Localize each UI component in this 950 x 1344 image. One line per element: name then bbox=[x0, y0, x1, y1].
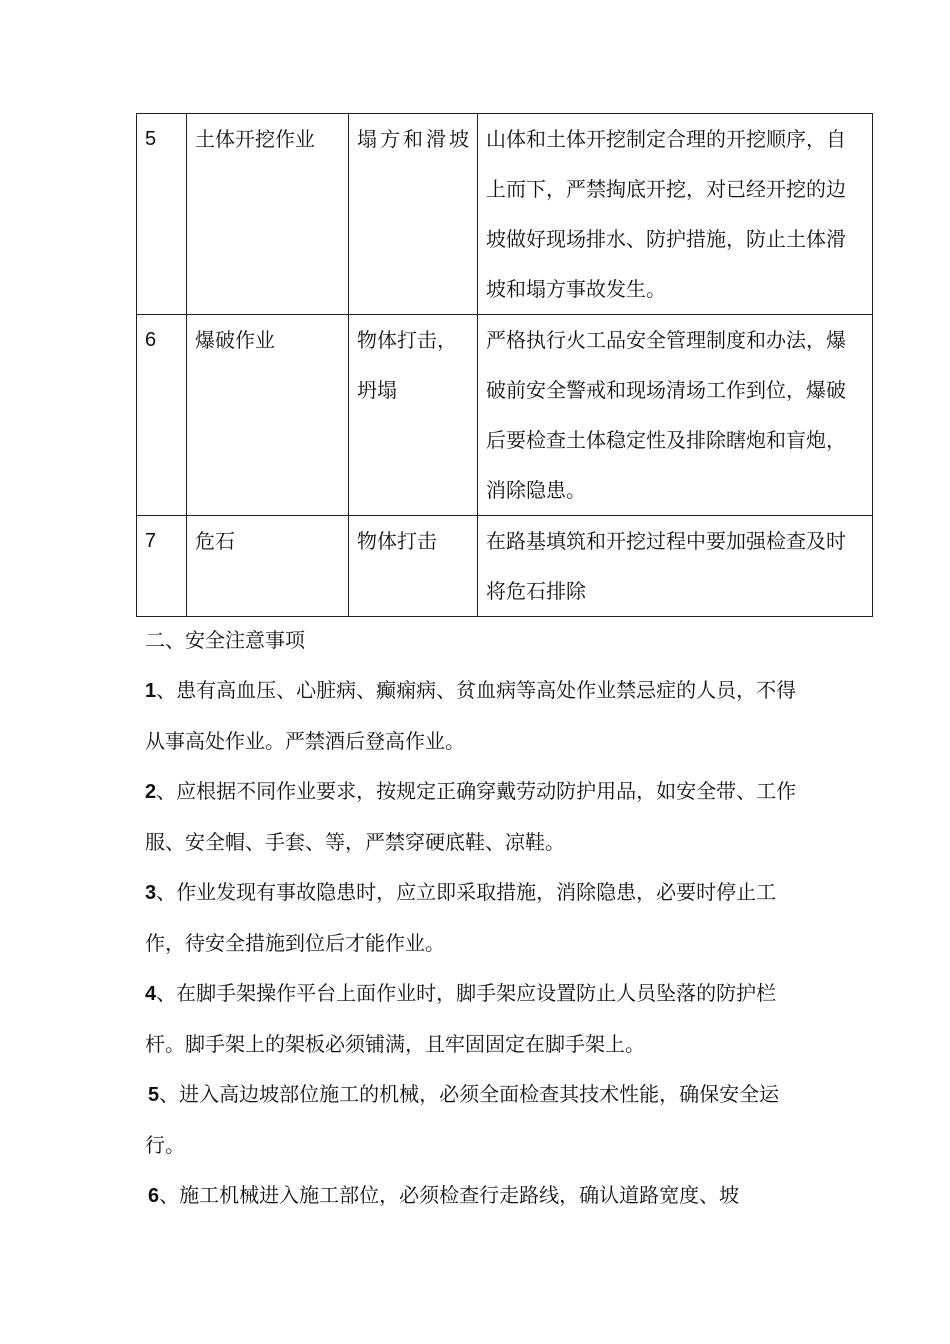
item-text: 、施工机械进入施工部位，必须检查行走路线，确认道路宽度、坡 bbox=[159, 1183, 740, 1207]
list-item bbox=[145, 665, 815, 766]
risk-cell: 物体打击，坍塌 bbox=[349, 315, 478, 516]
operation-cell: 危石 bbox=[187, 516, 349, 617]
row-number: 6 bbox=[137, 315, 187, 516]
measure-cell: 在路基填筑和开挖过程中要加强检查及时将危石排除 bbox=[478, 516, 873, 617]
list-item bbox=[145, 1069, 815, 1170]
item-number: 4 bbox=[145, 983, 157, 1005]
row-number: 5 bbox=[137, 114, 187, 315]
item-number: 5 bbox=[148, 1084, 160, 1106]
safety-notes-section bbox=[145, 615, 815, 1221]
operation-cell: 土体开挖作业 bbox=[187, 114, 349, 315]
list-item bbox=[145, 968, 815, 1069]
item-text: 、应根据不同作业要求，按规定正确穿戴劳动防护用品，如安全带、工作服、安全帽、手套、等，严禁穿硬底鞋、凉鞋。 bbox=[145, 779, 797, 854]
list-item bbox=[145, 867, 815, 968]
item-number: 1 bbox=[145, 680, 157, 702]
list-item bbox=[145, 766, 815, 867]
table-row bbox=[137, 516, 873, 617]
hazard-table bbox=[136, 113, 873, 617]
item-number: 6 bbox=[148, 1185, 160, 1207]
operation-cell: 爆破作业 bbox=[187, 315, 349, 516]
item-text: 、在脚手架操作平台上面作业时，脚手架应设置防止人员坠落的防护栏杆。脚手架上的架板必须铺满，且牢固固定在脚手架上。 bbox=[145, 981, 777, 1056]
measure-cell: 山体和土体开挖制定合理的开挖顺序，自上而下，严禁掏底开挖，对已经开挖的边坡做好现场排水、防护措施，防止土体滑坡和塌方事故发生。 bbox=[478, 114, 873, 315]
section-heading: 二、安全注意事项 bbox=[145, 628, 305, 652]
risk-cell: 物体打击 bbox=[349, 516, 478, 617]
risk-cell: 塌方和滑坡 bbox=[349, 114, 478, 315]
item-text: 、进入高边坡部位施工的机械，必须全面检查其技术性能，确保安全运行。 bbox=[145, 1082, 780, 1157]
item-text: 、患有高血压、心脏病、癫痫病、贫血病等高处作业禁忌症的人员，不得从事高处作业。严禁酒后登高作业。 bbox=[145, 678, 797, 753]
table-row bbox=[137, 315, 873, 516]
item-number: 3 bbox=[145, 882, 157, 904]
list-item bbox=[145, 1170, 815, 1221]
row-number: 7 bbox=[137, 516, 187, 617]
item-text: 、作业发现有事故隐患时，应立即采取措施，消除隐患，必要时停止工作，待安全措施到位后才能作业。 bbox=[145, 880, 777, 955]
item-number: 2 bbox=[145, 781, 157, 803]
measure-cell: 严格执行火工品安全管理制度和办法，爆破前安全警戒和现场清场工作到位，爆破后要检查土体稳定性及排除瞎炮和盲炮，消除隐患。 bbox=[478, 315, 873, 516]
table-row bbox=[137, 114, 873, 315]
